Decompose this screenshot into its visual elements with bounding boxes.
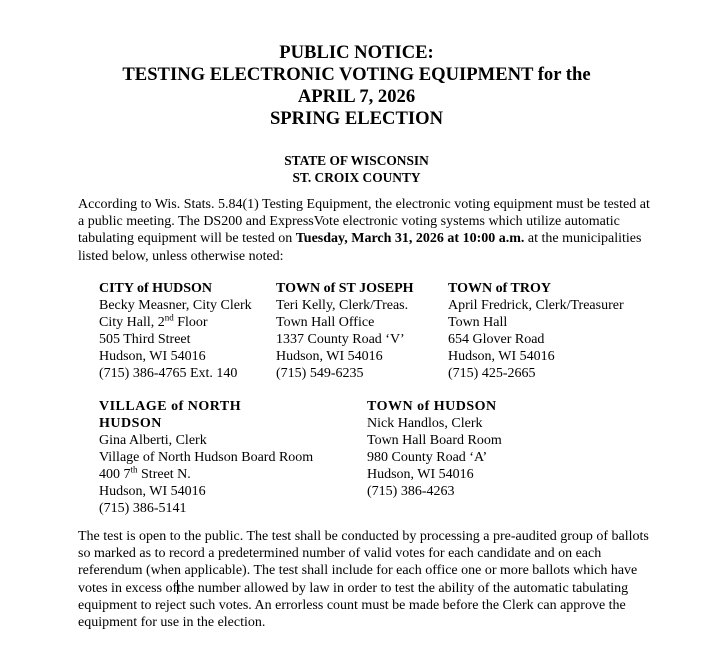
municipality-name: TOWN of TROY [448, 281, 551, 296]
phone-number: (715) 386-5141 [99, 501, 187, 516]
intro-text: According to Wis. Stats. 5.84(1) Testing Equipment, the electronic voting equipment must be tested at a public meeting. The DS200 and ExpressVote electronic voting systems which utilize automatic tabulating equipment will be tested on [78, 197, 650, 247]
city-state-zip: Hudson, WI 54016 [276, 349, 383, 364]
municipality-town-of-st-joseph [276, 280, 414, 382]
closing-text-end: the number allowed by law in order to test the ability of the automatic tabulating equipment to reject such votes. An errorless count must be made before the Clerk can approve the equipment for use in the election. [78, 580, 629, 631]
municipality-town-of-troy [448, 280, 624, 382]
jurisdiction-heading [0, 152, 713, 186]
location: Village of North Hudson Board Room [99, 450, 314, 465]
city-state-zip: Hudson, WI 54016 [367, 467, 474, 482]
city-state-zip: Hudson, WI 54016 [99, 349, 206, 364]
municipality-name-line-1: VILLAGE of NORTH [99, 399, 242, 414]
phone-number: (715) 425-2665 [448, 366, 536, 381]
clerk-name: Teri Kelly, Clerk/Treas. [276, 298, 409, 313]
title-line-2: TESTING ELECTRONIC VOTING EQUIPMENT for the [122, 64, 591, 85]
municipality-city-of-hudson [99, 280, 252, 382]
title-line-1: PUBLIC NOTICE: [279, 42, 434, 63]
location: Town Hall Office [276, 315, 375, 330]
clerk-name: Becky Measner, City Clerk [99, 298, 252, 313]
municipality-name: CITY of HUDSON [99, 281, 213, 296]
location: City Hall, 2nd Floor [99, 312, 208, 330]
city-state-zip: Hudson, WI 54016 [99, 484, 206, 499]
street-address: 980 County Road ‘A’ [367, 450, 488, 465]
phone-number: (715) 386-4765 Ext. 140 [99, 366, 238, 381]
municipality-village-of-north-hudson [99, 398, 313, 517]
city-state-zip: Hudson, WI 54016 [448, 349, 555, 364]
clerk-name: Gina Alberti, Clerk [99, 433, 207, 448]
street-address: 400 7th Street N. [99, 464, 191, 482]
test-date-time: Tuesday, March 31, 2026 at 10:00 a.m. [295, 231, 525, 247]
location: Town Hall Board Room [367, 433, 502, 448]
municipality-town-of-hudson [367, 398, 502, 500]
closing-paragraph [78, 528, 658, 631]
notice-title [0, 42, 713, 130]
county-heading: ST. CROIX COUNTY [292, 170, 421, 185]
state-heading: STATE OF WISCONSIN [284, 153, 429, 168]
municipality-name-line-2: HUDSON [99, 416, 162, 431]
phone-number: (715) 549-6235 [276, 366, 364, 381]
phone-number: (715) 386-4263 [367, 484, 455, 499]
clerk-name: April Fredrick, Clerk/Treasurer [448, 298, 624, 313]
title-line-4: SPRING ELECTION [269, 108, 444, 129]
street-address: 1337 County Road ‘V’ [276, 332, 405, 347]
street-address: 505 Third Street [99, 332, 191, 347]
title-line-3: APRIL 7, 2026 [297, 86, 416, 107]
intro-paragraph [78, 196, 658, 265]
clerk-name: Nick Handlos, Clerk [367, 416, 483, 431]
location: Town Hall [448, 315, 508, 330]
closing-text: The test is open to the public. The test shall be conducted by processing a pre-audited group of ballots so marked as to record a predetermined number of valid votes for each candidate and on each referendum (when applicable). The test shall include for each office one or more ballots which have votes in excess of [78, 529, 649, 596]
municipality-name: TOWN of HUDSON [367, 399, 497, 414]
intro-text-end: at the municipalities listed below, unless otherwise noted: [78, 231, 642, 264]
street-address: 654 Glover Road [448, 332, 545, 347]
municipality-name: TOWN of ST JOSEPH [276, 281, 414, 296]
